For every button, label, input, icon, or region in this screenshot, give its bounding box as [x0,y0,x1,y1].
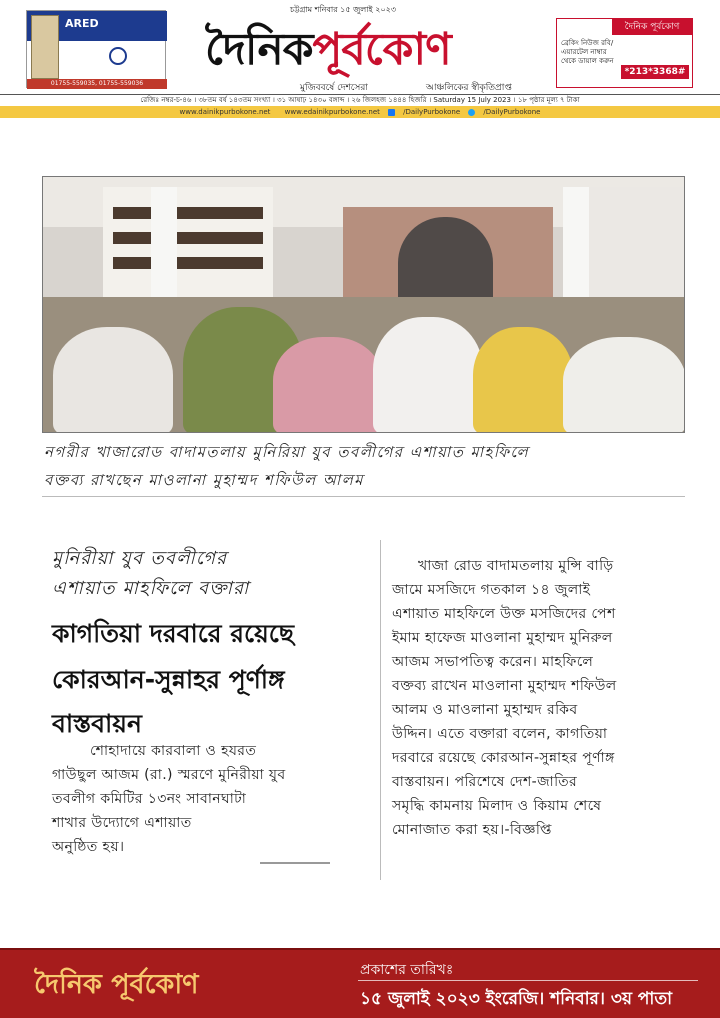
twitter-icon [468,109,475,116]
title-part-purbokone: পূর্বকোণ [312,24,451,75]
article-text-line: ইমাম হাফেজ মাওলানা মুহাম্মদ মুনিরুল [392,630,613,646]
article-text-line: দরবারে রয়েছে কোরআন-সুন্নাহর পূর্ণাঙ্গ [392,750,615,766]
photo-worshippers [373,317,483,433]
advertisement-left[interactable] [26,10,166,88]
article-text-line: আলম ও মাওলানা মুহাম্মদ রকিব [392,702,578,718]
ad-logo-icon [109,47,127,65]
photo-bookshelf [113,232,263,244]
headline-line-2: কোরআন-সুন্নাহর পূর্ণাঙ্গ [52,665,285,694]
newspaper-title [205,16,451,89]
photo-worshippers [563,337,685,433]
article-text-line: তবলীগ কমিটির ১৩নং সাবানঘাটা [52,791,247,807]
footer-divider [358,980,698,981]
footer-brand: দৈনিক পূর্বকোণ [34,969,199,1000]
article-text-line: বক্তব্য রাখেন মাওলানা মুহাম্মদ শফিউল [392,678,617,694]
tagline-right: আঞ্চলিকের স্বীকৃতিপ্রাপ্ত [426,83,512,93]
article-text-line: গাউছুল আজম (রা.) স্মরণে মুনিরীয়া যুব [52,767,286,783]
kicker-line-2: এশায়াত মাহফিলে বক্তারা [52,578,250,599]
facebook-icon [388,109,395,116]
cement-bag-image [31,15,59,79]
article-text-line: আজম সভাপতিত্ব করেন। মাহফিলে [392,654,594,670]
epaper-link[interactable]: www.edainikpurbokone.net [284,108,380,116]
article-text-line: বাস্তবায়ন। পরিশেষে দেশ-জাতির [392,774,578,790]
article-text-line: মোনাজাত করা হয়।-বিজ্ঞপ্তি [392,822,552,838]
photo-mihrab-arch [398,217,493,307]
tagline-left: মুজিববর্ষে দেশসেরা [300,83,368,93]
ad-phone-numbers: 01755-559035, 01755-559036 [27,79,167,89]
print-smudge [260,862,330,864]
photo-right-wall [573,187,685,307]
photo-caption [42,437,685,497]
article-text-line: শাখার উদ্যোগে এশায়াত [52,815,192,831]
masthead [0,0,720,116]
link-bar [0,106,720,118]
column-divider [380,540,381,880]
facebook-link[interactable]: /DailyPurbokone [403,108,461,116]
article-text-line: এশায়াত মাহফিলে উক্ত মসজিদের পেশ [392,606,616,622]
photo-bookshelf [113,207,263,219]
photo-worshippers [273,337,383,433]
headline-line-1: কাগতিয়া দরবারে রয়েছে [52,619,294,648]
title-part-dainik: দৈনিক [205,24,313,75]
article-text-line: সমৃদ্ধি কামনায় মিলাদ ও কিয়াম শেষে [392,798,602,814]
article-text-line: জামে মসজিদে গতকাল ১৪ জুলাই [392,582,591,598]
photo-worshippers [473,327,573,433]
ad-brand-name: ARED [65,17,99,30]
publish-date-label: প্রকাশের তারিখঃ [360,962,454,978]
headline-line-3: বাস্তবায়ন [52,709,142,738]
ad-right-body: ব্রেকিং নিউজ রবি/এয়ারটেল নাম্বার থেকে ডায়াল করুন [561,39,614,65]
article-text-line: উদ্দিন। এতে বক্তারা বলেন, কাগতিয়া [392,726,608,742]
ad-right-header: দৈনিক পূর্বকোণ [612,19,692,35]
ad-right-dial-code: *213*3368# [621,65,689,79]
publish-date: ১৫ জুলাই ২০২৩ ইংরেজি। শনিবার। ৩য় পাতা [360,989,673,1009]
photo-bookshelf [113,257,263,269]
issue-info-line: রেজিঃ নম্বর-চ-৪৬ । ৩৮তম বর্ষ ১৪৩তম সংখ্যা । ৩১ আষাঢ় ১৪৩০ বঙ্গাব্দ । ২৬ জিলহজ ১৪৪৪ হিজরি । Saturday 15 July 2023 । ১৮ পৃষ্ঠার মূল্য ৭ টাকা [0,94,720,106]
photo-worshippers [53,327,173,433]
article-text-line: অনুষ্ঠিত হয়। [52,839,125,855]
twitter-link[interactable]: /DailyPurbokone [483,108,541,116]
kicker-line-1: মুনিরীয়া যুব তবলীগের [52,548,228,569]
caption-line-2: বক্তব্য রাখছেন মাওলানা মুহাম্মদ শফিউল আলম [44,471,364,489]
article-text-line: শোহাদায়ে কারবালা ও হযরত [90,743,257,759]
website-link[interactable]: www.dainikpurbokone.net [179,108,271,116]
caption-line-1: নগরীর খাজারোড বাদামতলায় মুনিরিয়া যুব তবলীগের এশায়াত মাহফিলে [44,443,530,461]
news-photo [42,176,685,433]
footer-banner [0,948,720,1018]
advertisement-right[interactable] [556,18,693,88]
dateline: চট্টগ্রাম শনিবার ১৫ জুলাই ২০২৩ [290,5,397,14]
article-text-line: খাজা রোড বাদামতলায় মুন্সি বাড়ি [418,558,614,574]
